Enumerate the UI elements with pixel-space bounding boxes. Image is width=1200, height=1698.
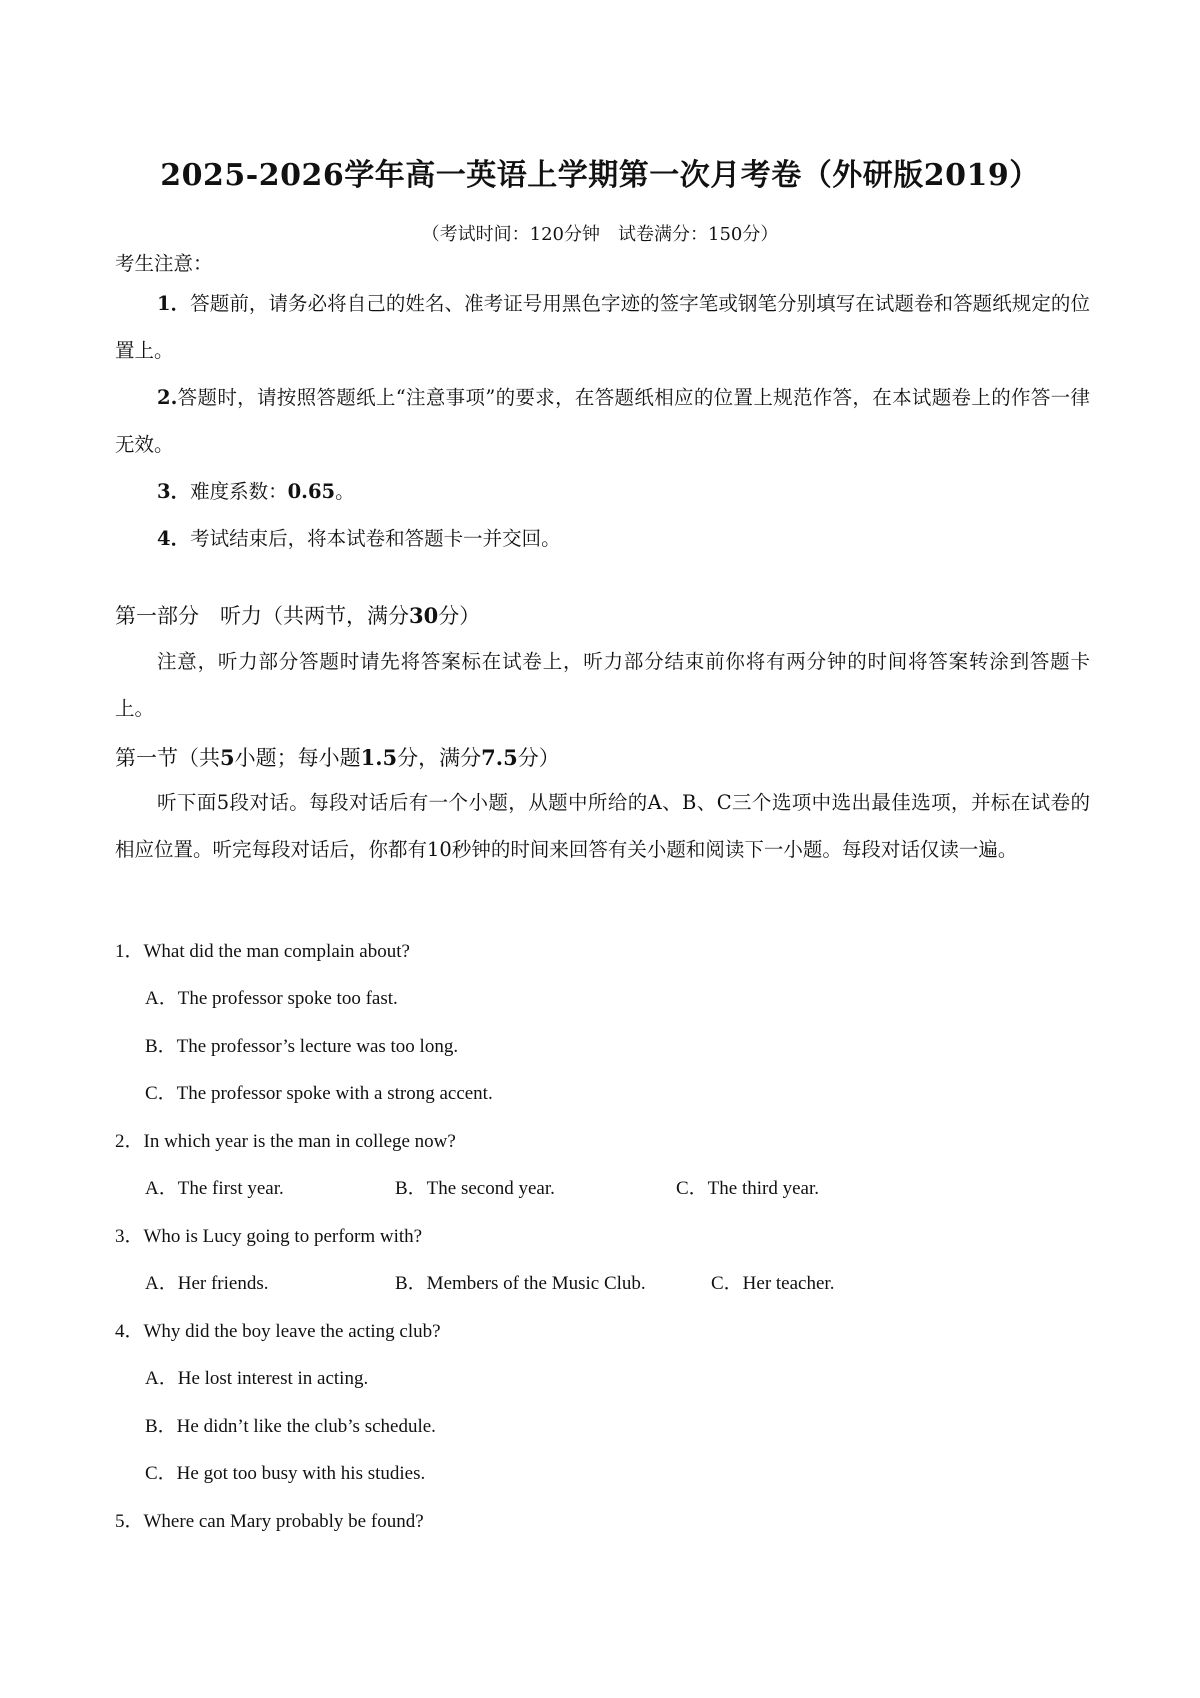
notice-item-number: 1． [157, 292, 191, 315]
question-1-option-a: A．The professor spoke too fast. [145, 988, 398, 1009]
question-3-option-a: A．Her friends. [145, 1273, 269, 1294]
part1-note: 注意，听力部分答题时请先将答案标在试卷上，听力部分结束前你将有两分钟的时间将答案转涂到答题卡上。 [115, 650, 1090, 720]
notice-item-text: 答题时，请按照答题纸上“注意事项”的要求，在答题纸相应的位置上规范作答，在本试题卷上的作答一律无效。 [115, 386, 1090, 456]
exam-info: （考试时间：120分钟 试卷满分：150分） [421, 224, 779, 245]
section1-total-score: 7.5 [481, 745, 518, 770]
question-1-option-b: B．The professor’s lecture was too long. [145, 1036, 459, 1057]
section1-count: 5 [220, 745, 235, 770]
question-4-option-a: A．He lost interest in acting. [145, 1368, 369, 1389]
part1-score: 30 [409, 603, 439, 628]
question-2-option-a: A．The first year. [145, 1178, 284, 1199]
section1-heading-text: 第一节（共 [115, 746, 220, 770]
notice-item-number: 4． [157, 527, 191, 550]
notice-item-number: 3． [157, 480, 191, 503]
question-2-option-c: C．The third year. [676, 1178, 819, 1199]
notice-item-1 [115, 280, 1090, 374]
section1-heading-text-2: 小题；每小题 [234, 746, 361, 770]
section1-each-score: 1.5 [360, 745, 398, 770]
notice-item-4 [115, 515, 1090, 562]
section1-instruction: 听下面5段对话。每段对话后有一个小题，从题中所给的A、B、C三个选项中选出最佳选项，并标在试卷的相应位置。听完每段对话后，你都有10秒钟的时间来回答有关小题和阅读下一小题。每段对话仅读一遍。 [115, 791, 1090, 861]
question-4: 4．Why did the boy leave the acting club? [115, 1321, 441, 1342]
question-1-option-c: C．The professor spoke with a strong accent. [145, 1083, 493, 1104]
notice-item-3 [115, 468, 1090, 515]
notice-item-text: 难度系数： [190, 480, 288, 503]
difficulty-value: 0.65 [287, 480, 336, 503]
notice-label: 考生注意： [115, 252, 213, 275]
page-title: 2025-2026学年高一英语上学期第一次月考卷（外研版2019） [160, 158, 1040, 193]
question-1: 1．What did the man complain about? [115, 941, 410, 962]
notice-item-number: 2. [157, 386, 178, 409]
question-4-option-c: C．He got too busy with his studies. [145, 1463, 426, 1484]
part1-heading-end: 分） [438, 604, 481, 628]
notice-item-2 [115, 374, 1090, 468]
question-3-option-b: B．Members of the Music Club. [395, 1273, 646, 1294]
question-3-option-c: C．Her teacher. [711, 1273, 835, 1294]
question-2: 2．In which year is the man in college now? [115, 1131, 456, 1152]
notice-item-suffix: 。 [335, 480, 355, 503]
section1-heading-end: 分） [517, 746, 560, 770]
question-5: 5．Where can Mary probably be found? [115, 1511, 424, 1532]
part1-heading-text: 第一部分 听力（共两节，满分 [115, 604, 409, 628]
notice-item-text: 答题前，请务必将自己的姓名、准考证号用黑色字迹的签字笔或钢笔分别填写在试题卷和答题纸规定的位置上。 [115, 292, 1090, 362]
section1-heading [115, 742, 560, 772]
part1-heading [115, 600, 480, 630]
notice-item-text: 考试结束后，将本试卷和答题卡一并交回。 [190, 527, 561, 550]
question-2-option-b: B．The second year. [395, 1178, 555, 1199]
question-3: 3．Who is Lucy going to perform with? [115, 1226, 423, 1247]
section1-heading-text-3: 分，满分 [397, 746, 482, 770]
question-4-option-b: B．He didn’t like the club’s schedule. [145, 1416, 436, 1437]
